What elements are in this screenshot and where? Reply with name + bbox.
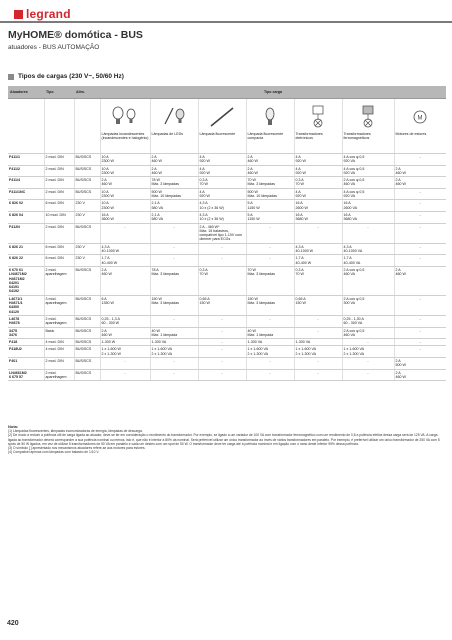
- load-cell: -: [100, 357, 150, 369]
- section-bullet-icon: [8, 74, 14, 80]
- page-subtitle: atuadores - BUS AUTOMAÇÃO: [8, 44, 100, 51]
- load-cell: -: [198, 327, 246, 339]
- electronic-transformer-icon: [294, 99, 342, 132]
- led-bulb-icon: [150, 99, 198, 132]
- row-supply: BUS/SCS: [74, 165, 100, 177]
- col-atuadores: Atuadores: [8, 86, 44, 99]
- load-cell: -: [100, 223, 150, 243]
- load-cell: 4,3 A 10 x (2 x 36 W): [198, 200, 246, 212]
- load-label: Lâmpada fluorescente: [198, 131, 246, 154]
- load-cell: 5 A 1150 W: [246, 200, 294, 212]
- motor-shutter-icon: [394, 99, 446, 132]
- load-cell: 4,3 A 40-1000 W: [294, 243, 342, 255]
- row-type: 3 mód. aparelhagem: [44, 295, 74, 315]
- load-cell: 70 W Máx. 3 lâmpadas: [246, 177, 294, 189]
- table-row: [8, 177, 446, 189]
- load-cell: 4 A 920 W: [198, 154, 246, 166]
- note-line: (3) O símbolo [ ] apresentado nos mecanismos atuadores refere-se aos motores para estores.: [8, 446, 146, 451]
- load-cell: -: [294, 315, 342, 327]
- note-line: (4) Compatível apenas com lâmpadas com balastro de 1/10 V.: [8, 450, 100, 455]
- load-cell: -: [394, 255, 446, 267]
- fluorescent-tube-icon: [198, 99, 246, 132]
- load-cell: 10 A 2300 W: [100, 165, 150, 177]
- row-reference: F412N: [8, 223, 44, 243]
- row-reference: 6 826 22: [8, 255, 44, 267]
- table-row: [8, 243, 446, 255]
- load-cell: 4,3 A 40-1000 VA: [342, 243, 394, 255]
- load-cell: 4 A 920 W: [294, 154, 342, 166]
- load-cell: -: [198, 255, 246, 267]
- load-cell: -: [246, 315, 294, 327]
- notes-block: [8, 425, 446, 454]
- row-type: 4 mod. DIN: [44, 339, 74, 346]
- load-cell: 1 x 1-600 VA 2 x 1-300 VA: [294, 346, 342, 358]
- row-reference: LN4661M2 6 675 57: [8, 369, 44, 381]
- legrand-logo-mark: [14, 10, 23, 19]
- row-type: 2 mod. DIN: [44, 165, 74, 177]
- load-cell: 10 A 2300 W: [100, 154, 150, 166]
- load-cell: 1 x 1-600 VA 2 x 1-300 VA: [246, 346, 294, 358]
- row-type: 2 mód. aparelhagem: [44, 369, 74, 381]
- row-reference: F401: [8, 357, 44, 369]
- row-supply: 230 V: [74, 243, 100, 255]
- load-cell: -: [246, 223, 294, 243]
- load-cell: -: [394, 243, 446, 255]
- load-cell: -: [150, 243, 198, 255]
- row-reference: 6 826 21: [8, 243, 44, 255]
- load-cell: 16 A 3680 W: [294, 211, 342, 223]
- load-cell: 150 W Máx. 3 lâmpadas: [246, 295, 294, 315]
- row-supply: 230 V: [74, 200, 100, 212]
- load-cell: 4 A cos φ 0,5 920 VA: [342, 165, 394, 177]
- load-label: Lâmpadas de LEDs: [150, 131, 198, 154]
- load-cell: 10 A 2300 W: [100, 188, 150, 200]
- load-cell: 6 A 1350 W: [100, 295, 150, 315]
- load-cell: 2 A cos φ 0,5 460 VA: [342, 177, 394, 189]
- compact-fluorescent-icon: [246, 99, 294, 132]
- ferromagnetic-transformer-icon: [342, 99, 394, 132]
- table-row: [8, 327, 446, 339]
- load-cell: 2 A 460 W: [150, 154, 198, 166]
- load-cell: -: [394, 315, 446, 327]
- load-cell: 10 A 2300 W: [100, 200, 150, 212]
- load-cell: 16 A 2600 W: [294, 200, 342, 212]
- row-supply: BUS/SCS: [74, 154, 100, 166]
- row-type: 2 mod. DIN: [44, 357, 74, 369]
- load-cell: 2 A 460 W: [246, 165, 294, 177]
- row-supply: 230 V: [74, 255, 100, 267]
- load-cell: -: [246, 369, 294, 381]
- table-row: [8, 188, 446, 200]
- load-cell: 16 A 2600 VA: [342, 200, 394, 212]
- row-reference: 6 826 04: [8, 211, 44, 223]
- row-supply: BUS/SCS: [74, 295, 100, 315]
- row-supply: BUS/SCS: [74, 223, 100, 243]
- load-cell: 1-300 VA: [294, 339, 342, 346]
- row-reference: F411/1NC: [8, 188, 44, 200]
- load-cell: -: [246, 255, 294, 267]
- load-cell: 2 A cos φ 0,5 460 VA: [342, 327, 394, 339]
- load-cell: 4,3 A 10 x (2 x 36 W): [198, 211, 246, 223]
- col-alim: Alim.: [74, 86, 100, 99]
- load-cell: 16 A 3680 VA: [342, 211, 394, 223]
- row-reference: F411/2: [8, 165, 44, 177]
- load-label: Transformadores ferromagnéticos: [342, 131, 394, 154]
- load-cell: 1 x 1-600 W 2 x 1-300 W: [100, 346, 150, 358]
- load-cell: -: [394, 154, 446, 166]
- row-supply: 230 V: [74, 211, 100, 223]
- load-cell: 2 A 460 W: [150, 165, 198, 177]
- load-cell: -: [342, 369, 394, 381]
- load-cell: 2 A 460 W: [394, 266, 446, 295]
- load-cell: -: [294, 327, 342, 339]
- table-row: [8, 154, 446, 166]
- load-cell: 4 A 920 W: [198, 188, 246, 200]
- table-row: [8, 266, 446, 295]
- load-cell: 2 A - 460 W* Máx. 15 balastros, compatível tipo 1-10V com dimmer para ECGs: [198, 223, 246, 243]
- load-cell: 2 A 460 W: [100, 327, 150, 339]
- incandescent-bulb-icon: [100, 99, 150, 132]
- row-type: 6 mod. DIN: [44, 255, 74, 267]
- load-cell: 40 W Máx. 1 lâmpada: [246, 327, 294, 339]
- load-cell: 1-300 VA: [246, 339, 294, 346]
- load-labels-row: [8, 131, 446, 154]
- load-cell: -: [150, 255, 198, 267]
- legrand-logo: [14, 7, 71, 21]
- table-row: [8, 200, 446, 212]
- col-tipo-carga: Tipo carga: [100, 86, 446, 99]
- load-cell: 1-300 W: [100, 339, 150, 346]
- row-type: 2 mód. aparelhagem: [44, 266, 74, 295]
- row-supply: BUS/SCS: [74, 188, 100, 200]
- table-row: [8, 211, 446, 223]
- load-cell: 2 A 460 W: [246, 154, 294, 166]
- row-supply: BUS/SCS: [74, 346, 100, 358]
- load-types-table: [8, 86, 446, 381]
- load-cell: 1,7 A 40-400 W: [294, 255, 342, 267]
- row-reference: 3475 3476: [8, 327, 44, 339]
- load-cell: -: [198, 357, 246, 369]
- load-cell: 2 A cos φ 0,5 460 VA: [342, 266, 394, 295]
- row-reference: F418: [8, 339, 44, 346]
- load-cell: -: [198, 243, 246, 255]
- load-cell: -: [394, 211, 446, 223]
- row-type: 2 mod. DIN: [44, 223, 74, 243]
- load-cell: 4 A cos φ 0,5 920 VA: [342, 154, 394, 166]
- row-reference: F411/1: [8, 154, 44, 166]
- load-cell: 2,1 A 580 VA: [150, 200, 198, 212]
- load-cell: -: [100, 369, 150, 381]
- row-reference: L4678 H4678: [8, 315, 44, 327]
- row-reference: L4671/1 H4671/1 64300 64120: [8, 295, 44, 315]
- load-cell: -: [198, 346, 246, 358]
- row-type: 2 mód. aparelhagem: [44, 315, 74, 327]
- load-cell: 0,65 A 150 W: [198, 295, 246, 315]
- load-cell: -: [198, 315, 246, 327]
- load-cell: 2 A 460 W: [100, 266, 150, 295]
- load-cell: -: [150, 369, 198, 381]
- row-supply: BUS/SCS: [74, 339, 100, 346]
- row-supply: BUS/SCS: [74, 266, 100, 295]
- load-cell: 500 W Máx. 10 lâmpadas: [246, 188, 294, 200]
- load-cell: -: [394, 346, 446, 358]
- table-row: [8, 223, 446, 243]
- table-row: [8, 255, 446, 267]
- load-cell: 40 W Máx. 1 lâmpada: [150, 327, 198, 339]
- load-cell: 0,25 - 1,3 A 60 - 300 W: [100, 315, 150, 327]
- row-reference: 6 670 61 LN4671M2 H4671M2 64201 64191 64192: [8, 266, 44, 295]
- load-cell: 2,1 A 580 VA: [150, 211, 198, 223]
- load-cell: -: [294, 357, 342, 369]
- load-cell: 78 A Máx. 3 lâmpadas: [150, 266, 198, 295]
- page-title: MyHOME® domótica - BUS: [8, 29, 143, 41]
- row-reference: 6 826 02: [8, 200, 44, 212]
- load-cell: 5 A 1150 W: [246, 211, 294, 223]
- load-cell: -: [342, 223, 394, 243]
- row-reference: F411/4: [8, 177, 44, 189]
- row-supply: BUS/SCS: [74, 327, 100, 339]
- table-row: [8, 315, 446, 327]
- load-cell: 78 W Máx. 3 lâmpadas: [150, 177, 198, 189]
- load-cell: 0,65 A 150 W: [294, 295, 342, 315]
- row-type: 4 mod. DIN: [44, 346, 74, 358]
- table-row: [8, 339, 446, 346]
- row-supply: BUS/SCS: [74, 369, 100, 381]
- load-cell: -: [246, 357, 294, 369]
- row-type: 6 mod. DIN: [44, 200, 74, 212]
- row-type: 2 mod. DIN: [44, 177, 74, 189]
- load-cell: 1-300 VA: [150, 339, 198, 346]
- load-cell: 4 A cos φ 0,5 920 VA: [342, 188, 394, 200]
- load-cell: 2 A 460 W: [394, 177, 446, 189]
- load-cell: -: [394, 223, 446, 243]
- load-cell: 1 x 1-600 VA 2 x 1-300 VA: [150, 346, 198, 358]
- row-type: 2 mod. DIN: [44, 188, 74, 200]
- row-type: 10 mod. DIN: [44, 211, 74, 223]
- load-cell: 4,3 A 40-1000 W: [100, 243, 150, 255]
- load-cell: 4 A 920 W: [294, 188, 342, 200]
- row-supply: BUS/SCS: [74, 315, 100, 327]
- load-cell: 2 A 500 W: [394, 357, 446, 369]
- header-divider: [0, 21, 452, 23]
- load-cell: -: [394, 339, 446, 346]
- load-cell: 1 x 1-600 VA 2 x 1-300 VA: [342, 346, 394, 358]
- row-supply: BUS/SCS: [74, 357, 100, 369]
- row-type: Basic: [44, 327, 74, 339]
- load-cell: 1,7 A 40-400 VA: [342, 255, 394, 267]
- load-cell: -: [342, 357, 394, 369]
- load-cell: -: [342, 339, 394, 346]
- load-cell: -: [150, 357, 198, 369]
- load-cell: 1,7 A 40-400 W: [100, 255, 150, 267]
- section-heading: [8, 73, 124, 80]
- load-label: Motores de estores: [394, 131, 446, 154]
- load-cell: 0,3 A 70 W: [294, 266, 342, 295]
- load-cell: -: [198, 369, 246, 381]
- load-cell: 0,3 A 70 W: [198, 177, 246, 189]
- load-cell: 2 A cos φ 0,5 300 VA: [342, 295, 394, 315]
- load-cell: 500 W Máx. 10 lâmpadas: [150, 188, 198, 200]
- load-cell: 70 W Máx. 3 lâmpadas: [246, 266, 294, 295]
- table-row: [8, 295, 446, 315]
- load-cell: -: [394, 200, 446, 212]
- load-cell: -: [150, 315, 198, 327]
- table-row: [8, 369, 446, 381]
- load-cell: 2 A 460 W: [100, 177, 150, 189]
- notes-title: Nota:: [8, 424, 19, 429]
- load-cell: -: [246, 243, 294, 255]
- row-type: 2 mod. DIN: [44, 154, 74, 166]
- row-reference: F418U2: [8, 346, 44, 358]
- load-cell: 16 A 3600 W: [100, 211, 150, 223]
- load-cell: -: [150, 223, 198, 243]
- brand-name: legrand: [26, 7, 71, 21]
- load-cell: 4 A 920 W: [198, 165, 246, 177]
- load-icons-row: [8, 99, 446, 132]
- load-cell: 0,3 A 70 W: [198, 266, 246, 295]
- load-cell: 0,25 - 1,30 A 60 - 300 VA: [342, 315, 394, 327]
- load-cell: -: [294, 369, 342, 381]
- note-line: (1) Lâmpadas fluorescentes, lâmpadas economizadoras de energia, lâmpadas de descarga.: [8, 429, 143, 434]
- load-cell: 2 A 460 W: [394, 369, 446, 381]
- table-row: [8, 346, 446, 358]
- svg-text:M: M: [417, 115, 423, 122]
- note-line: (2) De modo a reduzir a potência útil de carga ligada ao atuador, deve-se ter em consideração o rendimento do transformador. Por exemplo, se ligado a um variador de 100 VA com transformador ferromagnético com um rendimento de 0,8 a potência efetiva dessa carga será de 125 VA. A carga ligada ao transformador deverá corresponder a sua potência nominal ou menos, isto é, que não é interior a 80% da nominal. Será preferível utilizar um único transformador ao invés de vários transformadores em paralelo. Por exemplo, é preferível utilizar um único transformador de 250 VA com 5 spots de 50 W ligados, em vez de utilizar 5 transformadores de 50 VA em paralelo e cada um destes com um spot de 50 W. O transformador deve ter carga até à potência nominal e em ligação com o ramo deste inferior 95% dessa potência.: [8, 433, 440, 446]
- page-number: 420: [7, 620, 19, 627]
- load-cell: -: [394, 327, 446, 339]
- load-cell: 150 W Máx. 3 lâmpadas: [150, 295, 198, 315]
- load-cell: 4 A 920 W: [294, 165, 342, 177]
- load-cell: 0,3 A 70 W: [294, 177, 342, 189]
- load-label: Lâmpadas incandescentes (incandescentes e halogénio): [100, 131, 150, 154]
- load-label: Lâmpada fluorescente compacta: [246, 131, 294, 154]
- table-row: [8, 357, 446, 369]
- section-title: Tipos de cargas (230 V~, 50/60 Hz): [18, 73, 124, 80]
- row-supply: BUS/SCS: [74, 177, 100, 189]
- table-row: [8, 165, 446, 177]
- load-cell: -: [394, 295, 446, 315]
- row-type: 6 mod. DIN: [44, 243, 74, 255]
- load-label: Transformadores eletrónicos: [294, 131, 342, 154]
- load-cell: -: [394, 188, 446, 200]
- load-cell: -: [198, 339, 246, 346]
- load-cell: -: [294, 223, 342, 243]
- col-tipo: Tipo: [44, 86, 74, 99]
- load-cell: 2 A 460 W: [394, 165, 446, 177]
